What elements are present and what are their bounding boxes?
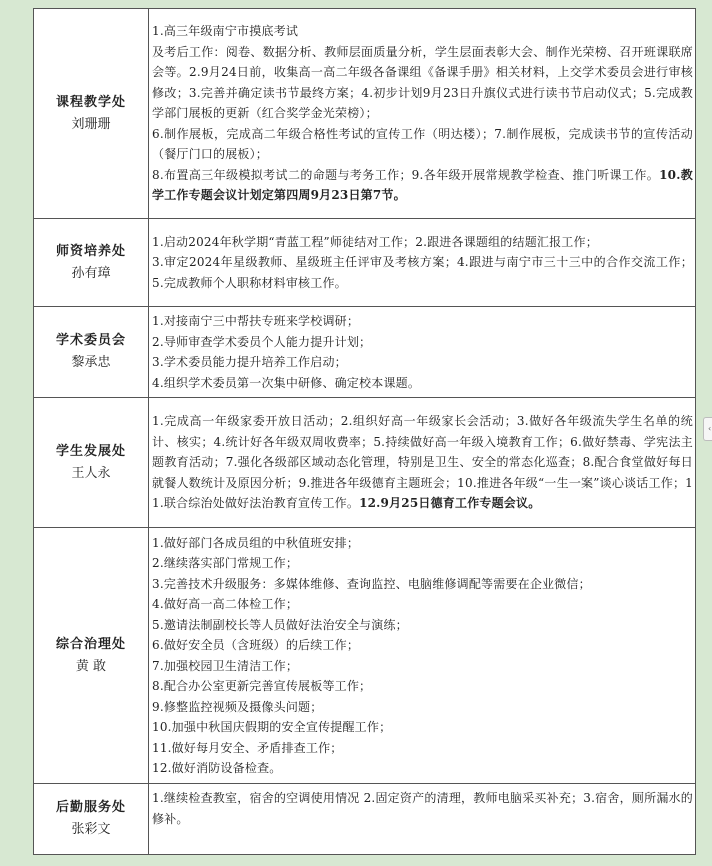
table-row	[34, 307, 696, 398]
task-line: 6.制作展板，完成高二年级合格性考试的宣传工作（明达楼）；7.制作展板，完成读书节的宣传活动（餐厅门口的展板）；	[152, 126, 693, 162]
department-cell	[34, 784, 149, 855]
task-line: 11.做好每月安全、矛盾排查工作；	[152, 740, 343, 755]
task-line: 1.对接南宁三中帮扶专班来学校调研；	[152, 314, 360, 328]
task-line: 9.修整监控视频及摄像头问题；	[152, 699, 323, 714]
responsible-person: 王人永	[71, 465, 111, 481]
task-line: 7.加强校园卫生清洁工作；	[152, 658, 299, 673]
tasks-cell	[149, 219, 696, 307]
task-line: 8.配合办公室更新完善宣传展板等工作；	[152, 679, 372, 693]
table-row	[34, 784, 696, 855]
task-line: 12.做好消防设备检查。	[152, 761, 282, 775]
department-cell	[34, 528, 149, 784]
task-line: 4.做好高一高二体检工作；	[152, 597, 299, 611]
document-page	[33, 8, 696, 854]
task-line: 6.做好安全员（含班级）的后续工作；	[152, 638, 360, 652]
tasks-cell	[149, 307, 696, 398]
department-name: 后勤服务处	[55, 800, 126, 815]
responsible-person: 黎承忠	[71, 355, 111, 370]
meeting-note: 10.教学工作专题会议计划定第四周9月23日第7节。	[152, 167, 693, 203]
tasks-cell	[149, 784, 696, 855]
task-line: 2.继续落实部门常规工作；	[152, 556, 299, 570]
department-cell	[34, 307, 149, 398]
task-line: 1.高三年级南宁市摸底考试	[152, 24, 299, 39]
table-row	[34, 9, 696, 219]
table-row	[34, 398, 696, 528]
task-line: 1.继续检查教室，宿舍的空调使用情况 2.固定资产的清理，教师电脑采买补充；3.宿舍，厕所漏水的修补。	[152, 791, 693, 826]
department-name: 学生发展处	[55, 443, 126, 459]
task-line: 3.完善技术升级服务：多媒体维修、查询监控、电脑维修调配等需要在企业微信；	[152, 576, 591, 591]
responsible-person: 黄 敢	[75, 658, 107, 674]
department-cell	[34, 398, 149, 528]
task-line: 4.组织学术委员第一次集中研修、确定校本课题。	[152, 375, 421, 390]
task-line: 及考后工作：阅卷、数据分析、教师层面质量分析，学生层面表彰大会、制作光荣榜、召开班课联席会等。2.9月24日前，收集高一高二年级各备课组《备课手册》相关材料，上交学术委员会进行审核修改；3.完善并确定读书节最终方案；4.初步计划9月23日升旗仪式进行读书节启动仪式；5.完成教学部门展板的更新（红合奖学金光荣榜）；	[152, 44, 693, 121]
responsible-person: 张彩文	[71, 822, 111, 837]
table-row	[34, 528, 696, 784]
work-plan-table	[33, 8, 696, 855]
responsible-person: 孙有璋	[71, 265, 111, 281]
department-name: 综合治理处	[55, 636, 126, 652]
task-line: 1.启动2024年秋学期“青蓝工程”师徒结对工作；2.跟进各课题组的结题汇报工作；	[152, 234, 598, 249]
task-line: 3.审定2024年星级教师、星级班主任评审及考核方案；4.跟进与南宁市三十三中的合作交流工作；5.完成教师个人职称材料审核工作。	[152, 255, 693, 290]
tasks-cell	[149, 9, 696, 219]
tasks-cell	[149, 398, 696, 528]
task-line: 2.导师审查学术委员个人能力提升计划；	[152, 334, 372, 349]
department-cell	[34, 9, 149, 219]
task-line: 1.做好部门各成员组的中秋值班安排；	[152, 535, 360, 550]
table-row	[34, 219, 696, 307]
meeting-note: 12.9月25日德育工作专题会议。	[359, 496, 541, 511]
chevron-left-icon: ‹	[708, 424, 712, 433]
side-panel-handle[interactable]	[703, 417, 712, 441]
task-line: 3.学术委员能力提升培养工作启动；	[152, 355, 347, 369]
task-text: 1.完成高一年级家委开放日活动；2.组织好高一年级家长会活动；3.做好各年级流失学生名单的统计、核实；4.统计好各年级双周收费率；5.持续做好高一年级入境教育工作；6.做好禁毒、学宪法主题教育活动；7.强化各级部区域动态化管理，特别是卫生、安全的常态化巡查；8.配合食堂做好每日就餐人数统计及原因分析；9.推进各年级德育主题班会；10.推进各年级“一生一案”谈心谈话工作；11.联合综治处做好法治教育宣传工作。	[152, 414, 693, 511]
tasks-cell	[149, 528, 696, 784]
task-line: 10.加强中秋国庆假期的安全宣传提醒工作；	[152, 720, 392, 734]
department-name: 课程教学处	[55, 94, 126, 110]
department-cell	[34, 219, 149, 307]
department-name: 师资培养处	[55, 243, 126, 259]
task-text: 8.布置高三年级模拟考试二的命题与考务工作；9.各年级开展常规教学检查、推门听课工作。	[152, 167, 660, 182]
task-line	[152, 411, 693, 514]
responsible-person: 刘珊珊	[71, 116, 111, 132]
task-line	[152, 165, 693, 206]
task-line: 5.邀请法制副校长等人员做好法治安全与演练；	[152, 617, 408, 632]
department-name: 学术委员会	[55, 333, 126, 348]
